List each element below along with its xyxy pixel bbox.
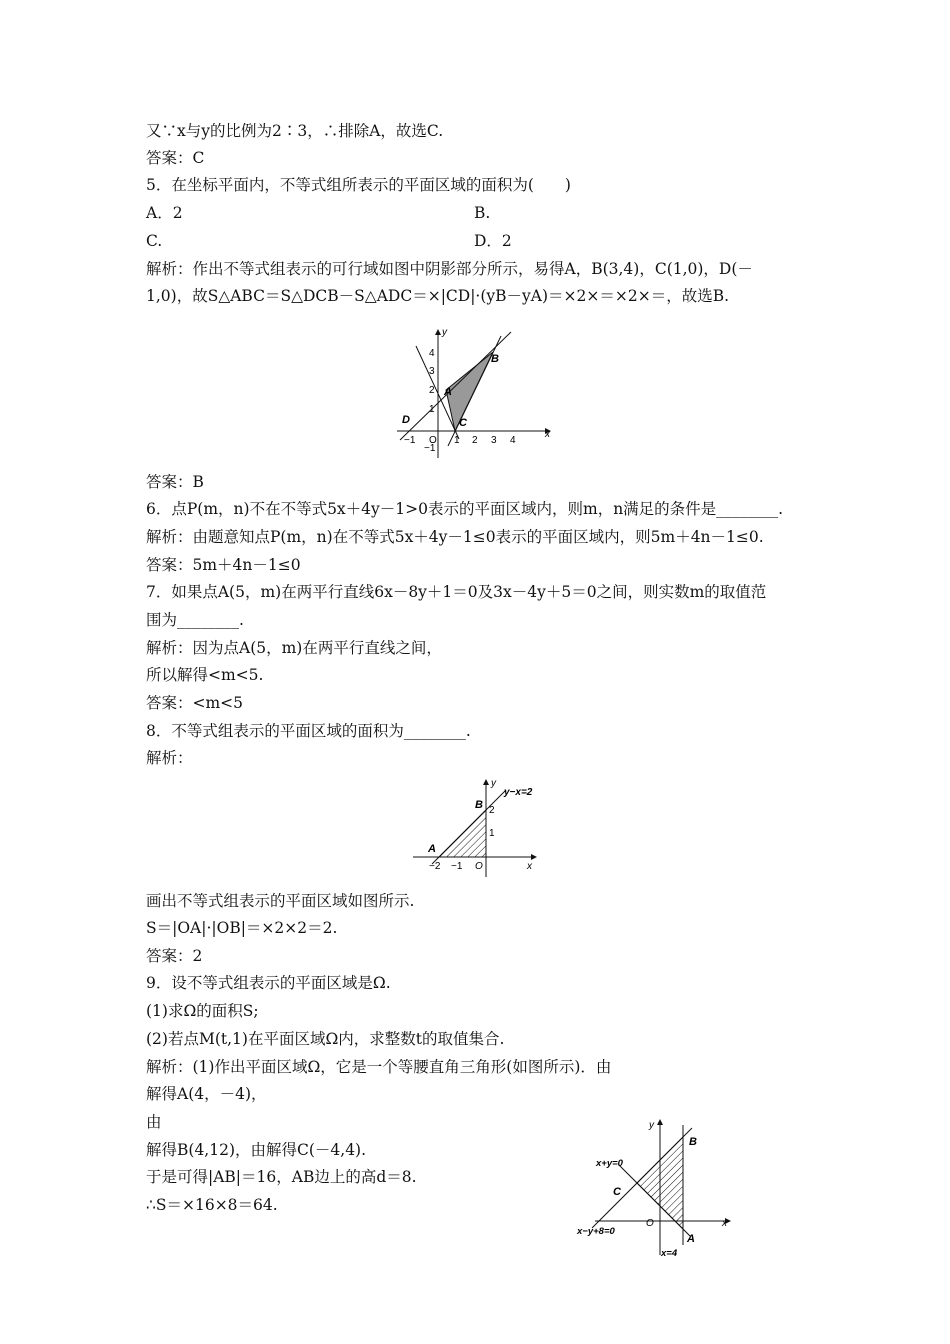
point-label-d: D [402,414,410,426]
question-6: 6．点P(m，n)不在不等式5x＋4y－1>0表示的平面区域内，则m，n满足的条件是________. [146,500,784,518]
x-axis-label: x [722,1218,727,1229]
point-label-a: A [428,843,436,855]
origin-label: O [429,435,437,446]
tick-label: 2 [472,435,478,446]
origin-label: O [475,861,483,872]
tick-label: −2 [429,861,441,872]
text-line: 画出不等式组表示的平面区域如图所示. [146,892,415,910]
line-label: y−x=2 [504,787,533,798]
text-line: 解得A(4，－4)， [146,1085,267,1103]
tick-label: −1 [424,443,436,454]
text-line: 解析：由题意知点P(m，n)在不等式5x＋4y－1≤0表示的平面区域内，则5m＋4n－1≤0. [146,528,764,546]
line-label: x−y+8=0 [577,1226,615,1237]
point-label-b: B [491,353,499,365]
option-d: D．2 [474,232,512,250]
question-8: 8．不等式组表示的平面区域的面积为________. [146,722,471,740]
figure-9-diagram [570,1115,740,1262]
figure-5-diagram [385,322,560,462]
text-line: 围为________. [146,611,244,629]
text-line: 答案：C [146,149,205,167]
text-line: 解得B(4,12)，由解得C(－4,4). [146,1141,367,1159]
line-label: x=4 [661,1248,678,1259]
text-line: 于是可得|AB|＝16，AB边上的高d＝8. [146,1168,417,1186]
point-label-c: C [459,417,467,429]
x-axis-label: x [545,429,550,440]
text-line: 所以解得<m<5. [146,666,264,684]
question-9: 9．设不等式组表示的平面区域是Ω. [146,974,391,992]
figure-8-diagram [408,775,548,880]
tick-label: −1 [404,435,416,446]
text-line: (2)若点M(t,1)在平面区域Ω内，求整数t的取值集合. [146,1030,505,1048]
text-line: 解析：因为点A(5，m)在两平行直线之间， [146,639,442,657]
text-line: 答案：5m＋4n－1≤0 [146,556,301,574]
origin-label: O [646,1218,654,1229]
y-axis-label: y [491,778,496,789]
y-axis-label: y [442,327,447,338]
point-label-a: A [444,386,452,398]
tick-label: 3 [429,366,435,377]
point-label-c: C [613,1186,621,1198]
text-line: 由 [146,1113,162,1131]
point-label-a: A [687,1233,695,1245]
text-line: S＝|OA|·|OB|＝×2×2＝2. [146,919,338,937]
text-line: 解析：(1)作出平面区域Ω，它是一个等腰直角三角形(如图所示)．由 [146,1058,612,1076]
tick-label: 1 [489,828,495,839]
option-a: A．2 [146,204,183,222]
text-line: (1)求Ω的面积S; [146,1002,259,1020]
point-label-b: B [475,799,483,811]
option-c: C. [146,232,163,250]
text-line: 解析： [146,749,193,767]
text-line: 解析：作出不等式组表示的可行域如图中阴影部分所示，易得A，B(3,4)，C(1,0)，D(－ [146,260,753,278]
shaded-region [446,352,493,431]
y-axis-label: y [649,1120,654,1131]
tick-label: −1 [451,861,463,872]
tick-label: 1 [454,435,460,446]
question-7: 7．如果点A(5，m)在两平行直线6x－8y＋1＝0及3x－4y＋5＝0之间，则实数m的取值范 [146,583,767,601]
tick-label: 2 [429,385,435,396]
tick-label: 4 [510,435,516,446]
question-5: 5．在坐标平面内，不等式组所表示的平面区域的面积为( ) [146,176,571,194]
text-line: 答案：2 [146,947,203,965]
text-line: 又∵x与y的比例为2∶3，∴排除A，故选C. [146,122,444,140]
x-axis-label: x [527,861,532,872]
option-b: B. [474,204,491,222]
tick-label: 3 [491,435,497,446]
tick-label: 2 [489,805,495,816]
point-label-b: B [689,1136,697,1148]
text-line: 答案：<m<5 [146,694,244,712]
text-line: ∴S＝×16×8＝64. [146,1196,278,1214]
tick-label: 1 [429,404,435,415]
line-label: x+y=0 [596,1158,623,1169]
tick-label: 4 [429,348,435,359]
text-line: 1,0)，故S△ABC＝S△DCB－S△ADC＝×|CD|·(yB－yA)＝×2×＝×2×＝，故选B. [146,287,730,305]
text-line: 答案：B [146,473,204,491]
